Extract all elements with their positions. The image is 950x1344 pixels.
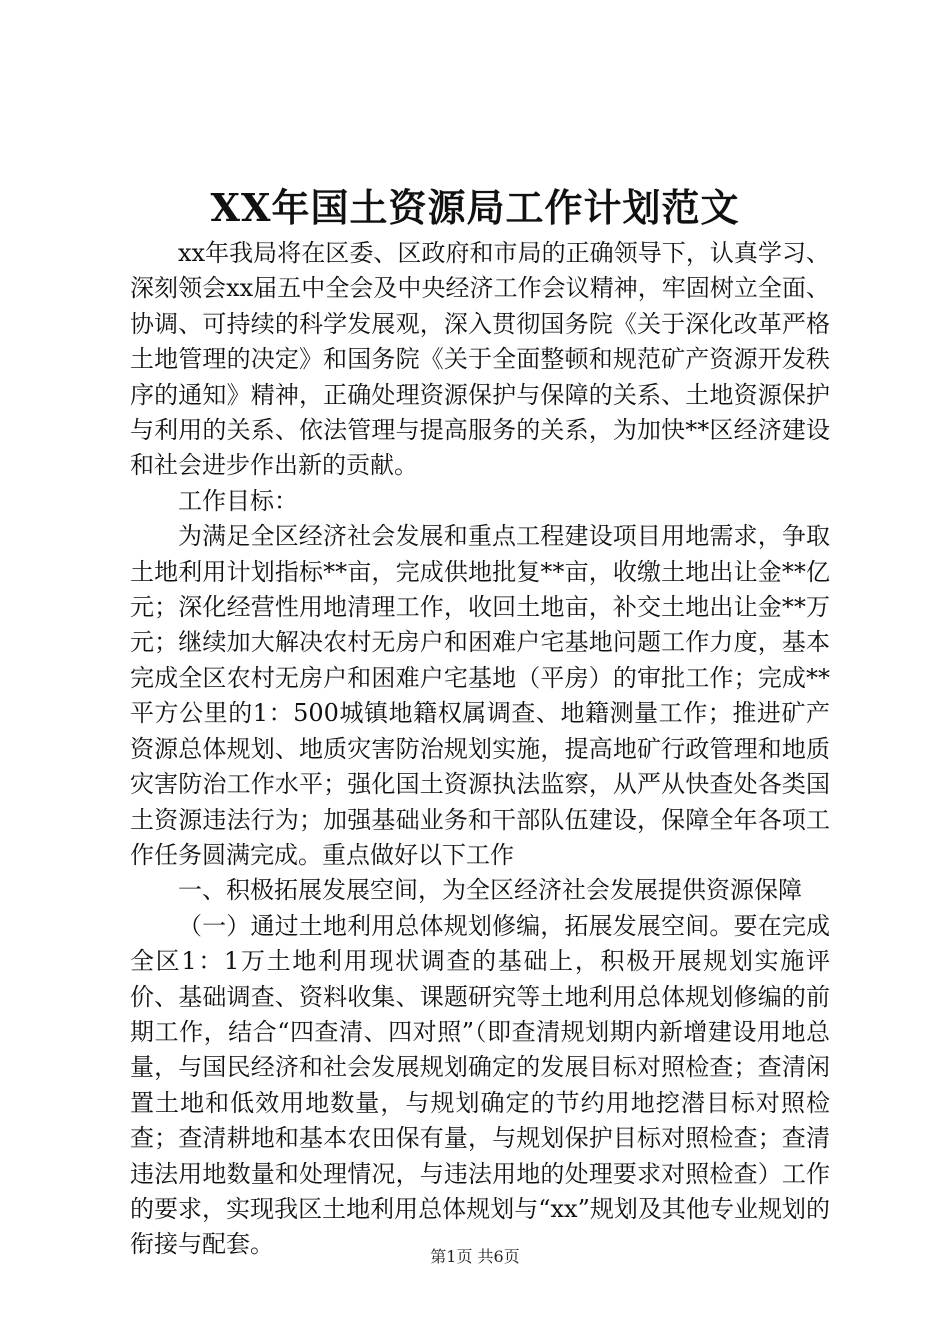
document-body <box>130 236 830 1263</box>
document-title: XX年国土资源局工作计划范文 <box>210 185 740 230</box>
paragraph-section-1-1: （一）通过土地利用总体规划修编，拓展发展空间。要在完成全区1：1万土地利用现状调查的基础上，积极开展规划实施评价、基础调查、资料收集、课题研究等土地利用总体规划修编的前期工作，结合“四查清、四对照”（即查清规划期内新增建设用地总量，与国民经济和社会发展规划确定的发展目标对照检查；查清闲置土地和低效用地数量，与规划确定的节约用地挖潜目标对照检查；查清耕地和基本农田保有量，与规划保护目标对照检查；查清违法用地数量和处理情况，与违法用地的处理要求对照检查）工作的要求，实现我区土地利用总体规划与“xx”规划及其他专业规划的衔接与配套。 <box>130 911 830 1259</box>
paragraph-goals: 为满足全区经济社会发展和重点工程建设项目用地需求，争取土地利用计划指标**亩，完成供地批复**亩，收缴土地出让金**亿元；深化经营性用地清理工作，收回土地亩，补交土地出让金**万元；继续加大解决农村无房户和困难户宅基地问题工作力度，基本完成全区农村无房户和困难户宅基地（平房）的审批工作；完成**平方公里的1：500城镇地籍权属调查、地籍测量工作；推进矿产资源总体规划、地质灾害防治规划实施，提高地矿行政管理和地质灾害防治工作水平；强化国土资源执法监察，从严从快查处各类国土资源违法行为；加强基础业务和干部队伍建设，保障全年各项工作任务圆满完成。重点做好以下工作 <box>130 522 830 869</box>
page-number: 第1页 共6页 <box>430 1247 520 1266</box>
paragraph-goals-heading: 工作目标： <box>178 486 298 515</box>
paragraph-intro: xx年我局将在区委、区政府和市局的正确领导下，认真学习、深刻领会xx届五中全会及中央经济工作会议精神，牢固树立全面、协调、可持续的科学发展观，深入贯彻国务院《关于深化改革严格土地管理的决定》和国务院《关于全面整顿和规范矿产资源开发秩序的通知》精神，正确处理资源保护与保障的关系、土地资源保护与利用的关系、依法管理与提高服务的关系，为加快**区经济建设和社会进步作出新的贡献。 <box>130 239 830 480</box>
section-heading-1: 一、积极拓展发展空间，为全区经济社会发展提供资源保障 <box>178 876 802 905</box>
